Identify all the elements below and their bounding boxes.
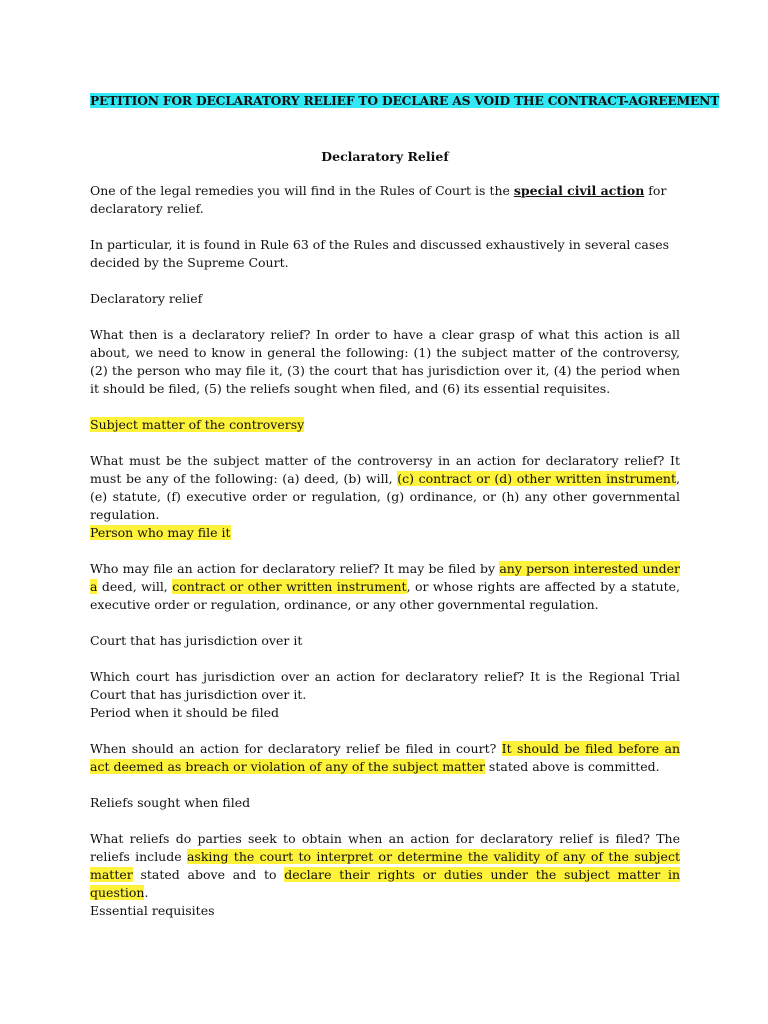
title-highlight: PETITION FOR DECLARATORY RELIEF TO DECLARE AS VOID THE CONTRACT-AGREEMENT (90, 93, 720, 108)
heading-person-highlight: Person who may file it (90, 525, 231, 540)
heading-declaratory-relief: Declaratory relief (90, 291, 203, 306)
subject-matter-highlight: (c) contract or (d) other written instrument (397, 471, 677, 486)
reliefs-text-c: . (144, 885, 149, 900)
paragraph-reliefs (90, 830, 680, 902)
subject-matter-text-a: What must be the subject matter of the controversy in an action for declaratory relief? It must be any of the following: (a) deed, (b) will, (90, 453, 680, 486)
paragraph-intro (90, 182, 680, 218)
subject-matter-text-b: , (e) statute, (f) executive order or regulation, (g) ordinance, or (h) any other governmental regulation. (90, 471, 680, 522)
reliefs-highlight-1: asking the court to interpret or determine the validity of any of the subject matter (90, 849, 680, 882)
paragraph-period (90, 740, 680, 776)
reliefs-text-a: What reliefs do parties seek to obtain when an action for declaratory relief is filed? The reliefs include (90, 831, 680, 864)
person-text-b: deed, will, (97, 579, 173, 594)
intro-text-b: for declaratory relief. (90, 183, 667, 216)
paragraph-jurisdiction: Which court has jurisdiction over an action for declaratory relief? It is the Regional Trial Court that has jurisdiction over it. (90, 669, 680, 702)
intro-text-a: One of the legal remedies you will find in the Rules of Court is the (90, 183, 514, 198)
period-text-b: stated above is committed. (484, 759, 660, 774)
person-text-a: Who may file an action for declaratory relief? It may be filed by (90, 561, 500, 576)
paragraph-subject-matter (90, 452, 680, 524)
heading-subject-matter (90, 416, 680, 434)
document-title (90, 92, 720, 110)
person-text-c: , or whose rights are affected by a statute, executive order or regulation, ordinance, or any other governmental regulation. (90, 579, 681, 612)
heading-subject-matter-highlight: Subject matter of the controversy (90, 417, 305, 432)
reliefs-text-b: stated above and to (132, 867, 285, 882)
reliefs-highlight-2: declare their rights or duties under the subject matter in question (90, 867, 680, 900)
heading-reliefs: Reliefs sought when filed (90, 795, 251, 810)
paragraph-person-who-may-file (90, 560, 680, 614)
heading-essential-requisites: Essential requisites (90, 903, 215, 918)
person-highlight-1: any person interested under a (90, 561, 680, 594)
heading-person-who-may-file (90, 524, 680, 542)
period-text-a: When should an action for declaratory relief be filed in court? (90, 741, 502, 756)
person-highlight-2: contract or other written instrument (172, 579, 407, 594)
document-subtitle: Declaratory Relief (321, 149, 449, 164)
period-highlight: It should be filed before an act deemed as breach or violation of any of the subject matter (90, 741, 680, 774)
heading-jurisdiction: Court that has jurisdiction over it (90, 633, 303, 648)
heading-period: Period when it should be filed (90, 705, 280, 720)
paragraph-overview: What then is a declaratory relief? In order to have a clear grasp of what this action is all about, we need to know in general the following: (1) the subject matter of the controversy, (2) the person who may file it, (3) the court that has jurisdiction over it, (4) the period when it should be filed, (5) the reliefs sought when filed, and (6) its essential requisites. (90, 327, 680, 396)
special-civil-action-term: special civil action (513, 183, 645, 198)
paragraph-rule-63: In particular, it is found in Rule 63 of the Rules and discussed exhaustively in several cases decided by the Supreme Court. (90, 237, 670, 270)
